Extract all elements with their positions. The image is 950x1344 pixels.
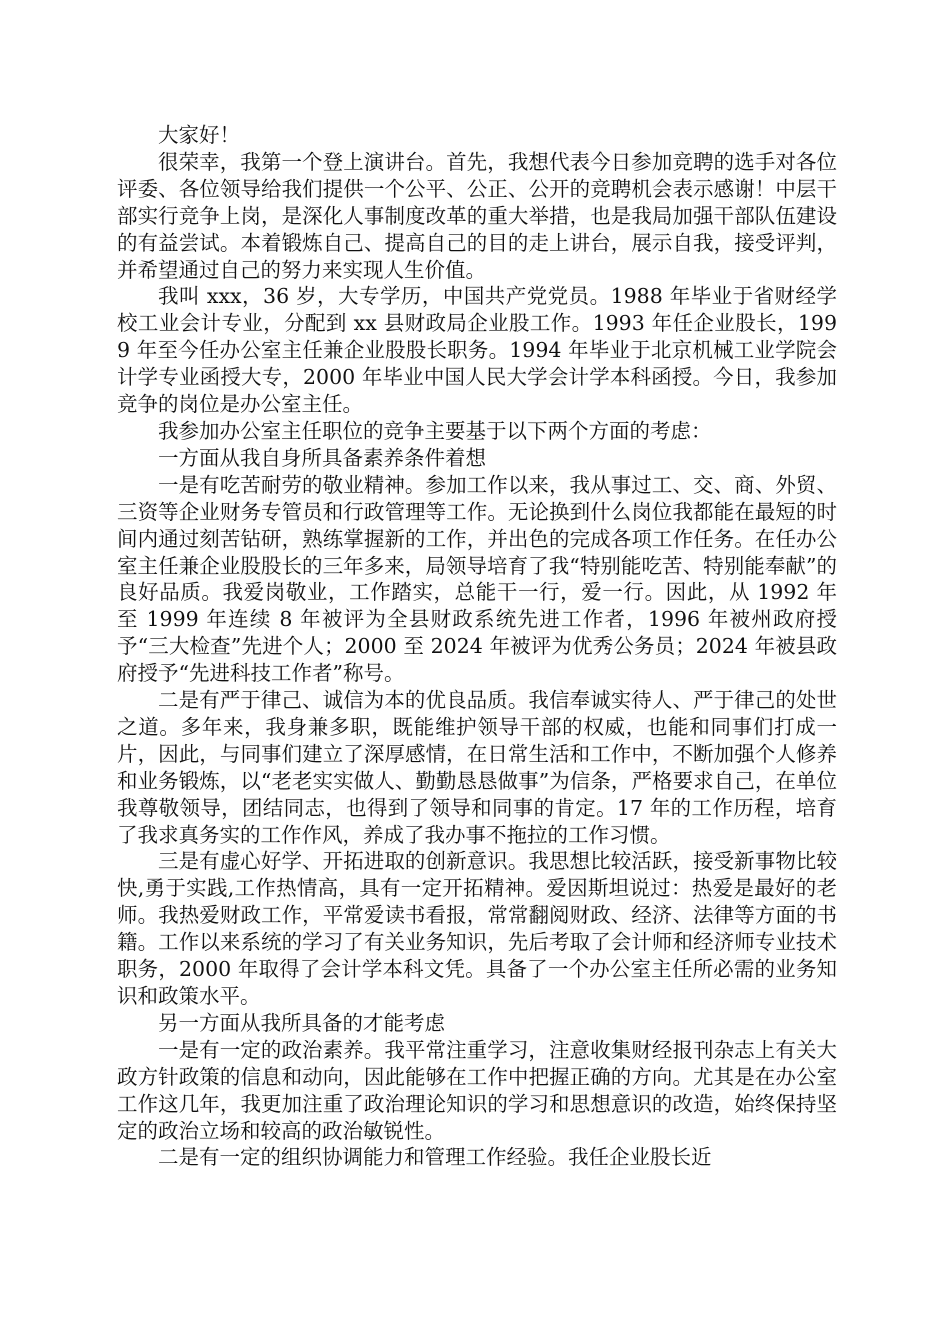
section-heading-abilities: 另一方面从我所具备的才能考虑 bbox=[158, 1010, 445, 1035]
section-heading-qualities: 一方面从我自身所具备素养条件着想 bbox=[158, 445, 486, 470]
ability-paragraph-1: 一是有一定的政治素养。我平常注重学习，注意收集财经报刊杂志上有关大政方针政策的信息和动向，因此能够在工作中把握正确的方向。尤其是在办公室工作这几年，我更加注重了政治理论知识的学习和思想意识的改造，始终保持坚定的政治立场和较高的政治敏锐性。 bbox=[117, 1037, 837, 1143]
quality-paragraph-1: 一是有吃苦耐劳的敬业精神。参加工作以来，我从事过工、交、商、外贸、三资等企业财务专管员和行政管理等工作。无论换到什么岗位我都能在最短的时间内通过刻苦钻研，熟练掌握新的工作，并出色的完成各项工作任务。在任办公室主任兼企业股股长的三年多来，局领导培育了我“特别能吃苦、特别能奉献”的良好品质。我爱岗敬业，工作踏实，总能干一行，爱一行。因此，从 1992 年至 1999 年连续 8 年被评为全县财政系统先进工作者，1996 年被州政府授予“三大检查”先进个人；2000 至 2024 年被评为优秀公务员；2024 年被县政府授予“先进科技工作者”称号。 bbox=[117, 472, 837, 686]
document-body bbox=[117, 122, 837, 1171]
ability-paragraph-2: 二是有一定的组织协调能力和管理工作经验。我任企业股长近 bbox=[158, 1145, 712, 1170]
reasons-intro-paragraph: 我参加办公室主任职位的竞争主要基于以下两个方面的考虑： bbox=[158, 418, 712, 443]
greeting-paragraph: 大家好！ bbox=[158, 123, 240, 147]
quality-paragraph-3: 三是有虚心好学、开拓进取的创新意识。我思想比较活跃，接受新事物比较快,勇于实践,工作热情高，具有一定开拓精神。爱因斯坦说过：热爱是最好的老师。我热爱财政工作，平常爱读书看报，常常翻阅财政、经济、法律等方面的书籍。工作以来系统的学习了有关业务知识，先后考取了会计师和经济师专业技术职务，2000 年取得了会计学本科文凭。具备了一个办公室主任所必需的业务知识和政策水平。 bbox=[117, 849, 837, 1008]
self-introduction-paragraph: 我叫 xxx，36 岁，大专学历，中国共产党党员。1988 年毕业于省财经学校工业会计专业，分配到 xx 县财政局企业股工作。1993 年任企业股长，1999 年至今任办公室主任兼企业股股长职务。1994 年毕业于北京机械工业学院会计学专业函授大专，2000 年毕业中国人民大学会计学本科函授。今日，我参加竞争的岗位是办公室主任。 bbox=[117, 284, 837, 417]
quality-paragraph-2: 二是有严于律己、诚信为本的优良品质。我信奉诚实待人、严于律己的处世之道。多年来，我身兼多职，既能维护领导干部的权威，也能和同事们打成一片，因此，与同事们建立了深厚感情，在日常生活和工作中，不断加强个人修养和业务锻炼，以“老老实实做人、勤勤恳恳做事”为信条，严格要求自己，在单位我尊敬领导，团结同志，也得到了领导和同事的肯定。17 年的工作历程，培育了我求真务实的工作作风，养成了我办事不拖拉的工作习惯。 bbox=[117, 688, 837, 847]
opening-paragraph: 很荣幸，我第一个登上演讲台。首先，我想代表今日参加竞聘的选手对各位评委、各位领导给我们提供一个公平、公正、公开的竞聘机会表示感谢！中层干部实行竞争上岗，是深化人事制度改革的重大举措，也是我局加强干部队伍建设的有益尝试。本着锻炼自己、提高自己的目的走上讲台，展示自我，接受评判，并希望通过自己的努力来实现人生价值。 bbox=[117, 149, 837, 282]
